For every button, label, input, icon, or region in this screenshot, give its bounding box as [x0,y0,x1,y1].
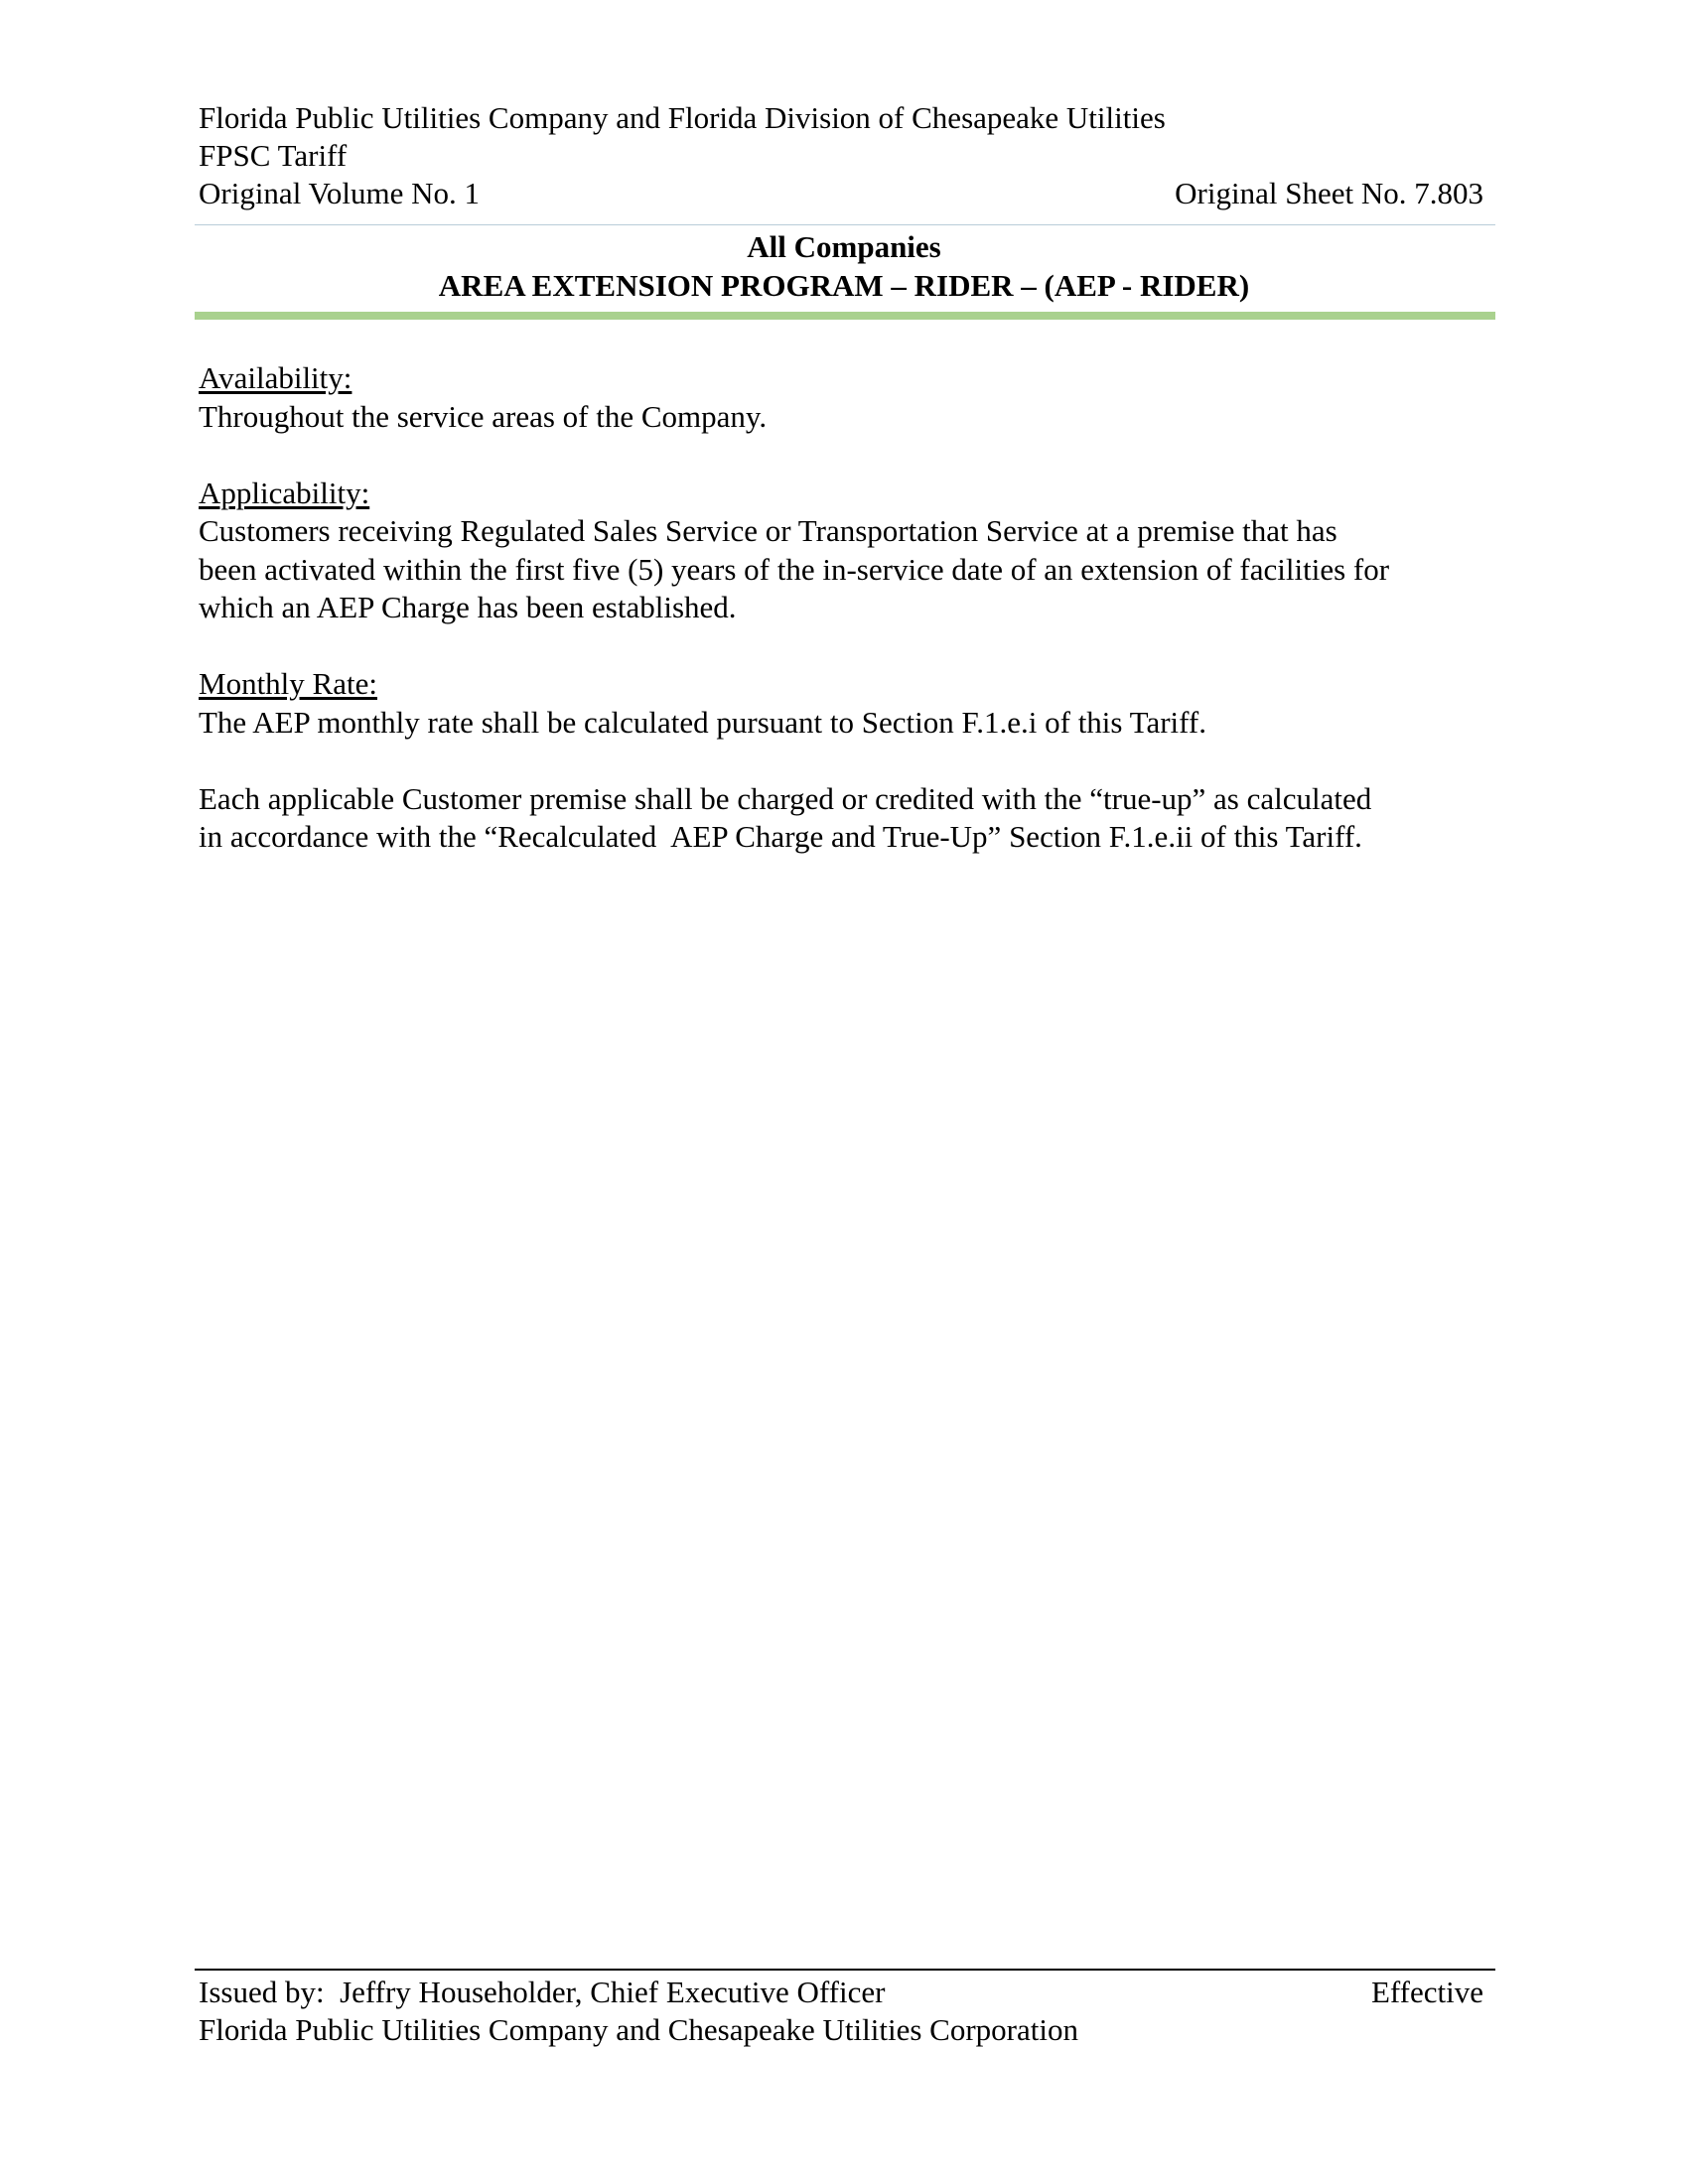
availability-text: Throughout the service areas of the Company. [199,398,768,434]
applicability-text-line: which an AEP Charge has been established. [199,590,737,624]
monthly-rate-text: The AEP monthly rate shall be calculated pursuant to Section F.1.e.i of this Tariff. [199,704,1206,740]
title-divider [195,312,1495,320]
header-volume-row [199,175,1489,212]
header-company-line: Florida Public Utilities Company and Florida Division of Chesapeake Utilities [199,100,1166,135]
document-body [199,359,1489,857]
applicability-heading: Applicability: [199,475,370,510]
footer-issued-row [199,1974,1489,2011]
title-line-2: AREA EXTENSION PROGRAM – RIDER – (AEP - RIDER) [438,268,1250,303]
footer-effective: Effective [1370,1975,1483,2009]
header-tariff-line: FPSC Tariff [199,138,348,173]
header-divider [195,224,1495,225]
page-title [199,227,1489,305]
title-line-1: All Companies [747,229,941,264]
availability-heading: Availability: [199,360,352,395]
applicability-text-line: Customers receiving Regulated Sales Service or Transportation Service at a premise that has [199,513,1337,548]
header-volume: Original Volume No. 1 [199,176,481,210]
applicability-text-line: been activated within the first five (5) years of the in-service date of an extension of facilities for [199,551,1390,587]
page-header [199,99,1489,212]
true-up-text-line: Each applicable Customer premise shall be charged or credited with the “true-up” as calculated [199,780,1372,816]
monthly-rate-heading: Monthly Rate: [199,666,377,701]
header-sheet-number: Original Sheet No. 7.803 [1175,176,1483,210]
footer-company: Florida Public Utilities Company and Chesapeake Utilities Corporation [199,2012,1078,2047]
true-up-text-line: in accordance with the “Recalculated AEP Charge and True-Up” Section F.1.e.ii of this Tariff. [199,819,1362,854]
footer-issued-by: Issued by: Jeffry Householder, Chief Executive Officer [199,1975,886,2009]
page-footer [199,1974,1489,2049]
footer-divider [195,1969,1495,1971]
